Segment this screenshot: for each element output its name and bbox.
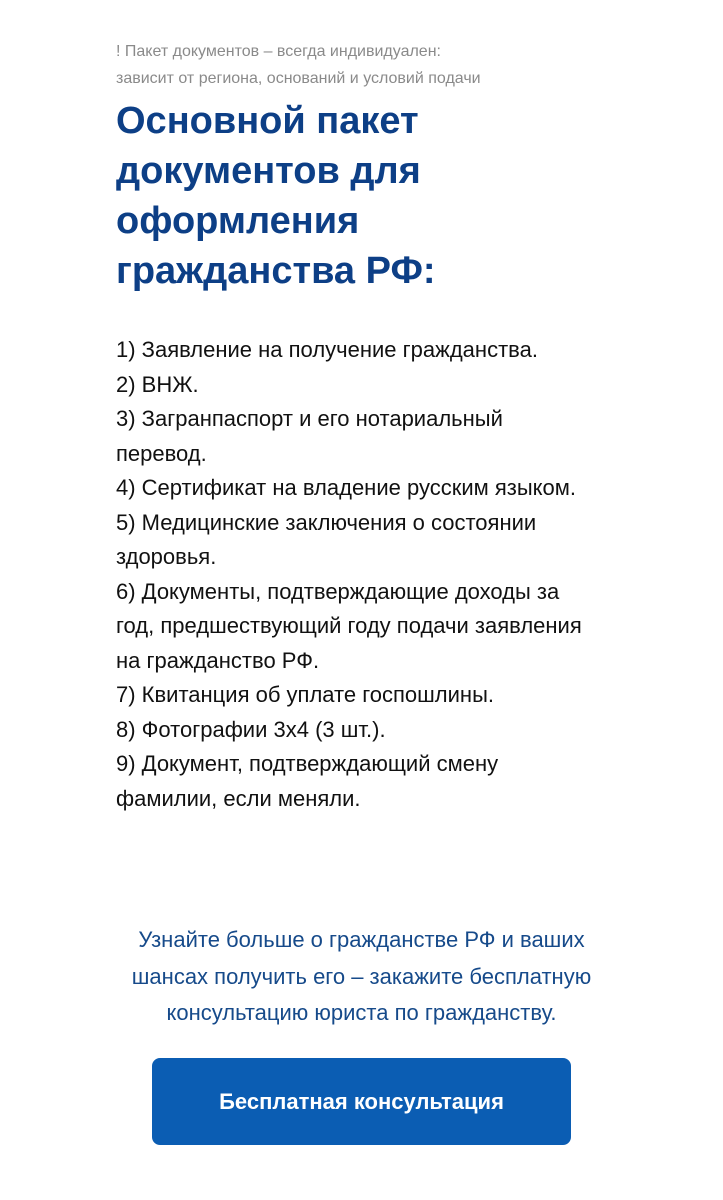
cta-text — [60, 922, 663, 1032]
cta-line: консультацию юриста по гражданству. — [166, 1000, 557, 1025]
list-item: 8) Фотографии 3х4 (3 шт.). — [116, 716, 386, 742]
list-item: 4) Сертификат на владение русским языком. — [116, 475, 577, 500]
disclaimer-note — [116, 38, 481, 92]
note-line: зависит от региона, оснований и условий подачи — [116, 70, 481, 87]
cta-line: Узнайте больше о гражданстве РФ и ваших — [138, 927, 585, 952]
page-title: Основной пакет документов для оформления гражданства РФ: — [116, 100, 436, 292]
list-item: 3) Загранпаспорт и его нотариальный перевод. — [116, 406, 503, 466]
list-item: 9) Документ, подтверждающий смену фамилии, если меняли. — [116, 751, 499, 811]
list-item: 1) Заявление на получение гражданства. — [116, 337, 538, 362]
cta-line: шансах получить его – закажите бесплатную — [131, 963, 592, 989]
list-item: 6) Документы, подтверждающие доходы за год, предшествующий году подачи заявления на гражданство РФ. — [116, 578, 582, 673]
documents-list — [116, 333, 586, 816]
list-item: 2) ВНЖ. — [116, 371, 199, 397]
list-item: 5) Медицинские заключения о состоянии здоровья. — [116, 509, 537, 569]
free-consultation-button[interactable]: Бесплатная консультация — [152, 1058, 571, 1145]
list-item: 7) Квитанция об уплате госпошлины. — [116, 682, 494, 707]
note-line: ! Пакет документов – всегда индивидуален: — [116, 43, 441, 60]
